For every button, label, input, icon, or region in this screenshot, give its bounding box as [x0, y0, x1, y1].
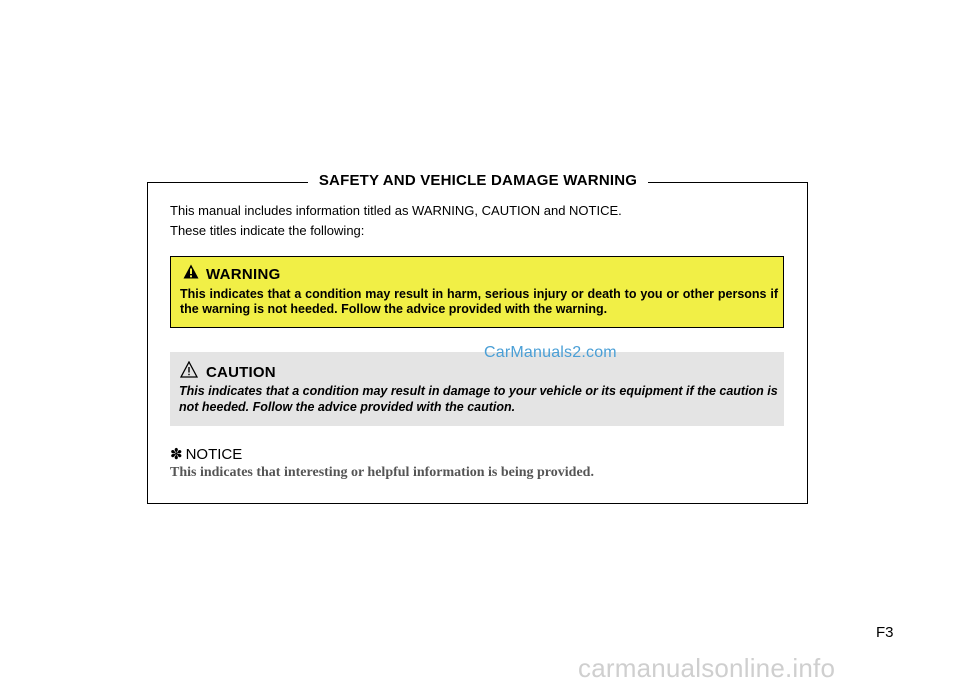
caution-box — [170, 352, 784, 426]
watermark: CarManuals2.com — [484, 344, 617, 361]
warning-box — [170, 256, 784, 328]
footer-site: carmanualsonline.info — [578, 653, 836, 683]
warning-text: This indicates that a condition may result in harm, serious injury or death to you or other persons if the warning is not heeded. Follow the advice provided with the warning. — [180, 287, 778, 316]
intro-line-2: These titles indicate the following: — [170, 223, 365, 238]
asterisk-icon: ✽ — [170, 446, 183, 463]
warning-title: WARNING — [206, 265, 281, 283]
notice-text: This indicates that interesting or helpful information is being provided. — [170, 465, 594, 480]
caution-triangle-icon — [180, 361, 198, 383]
warning-header — [183, 265, 281, 283]
caution-title: CAUTION — [206, 363, 276, 381]
page-number: F3 — [876, 624, 894, 641]
notice-title: NOTICE — [185, 445, 243, 463]
section-title: SAFETY AND VEHICLE DAMAGE WARNING — [308, 170, 648, 192]
caution-text: This indicates that a condition may result in damage to your vehicle or its equipment if the caution is not heeded. Follow the advice provided with the caution. — [179, 384, 778, 414]
notice-header — [170, 445, 242, 463]
warning-triangle-icon — [183, 264, 199, 284]
intro-line-1: This manual includes information titled as WARNING, CAUTION and NOTICE. — [170, 203, 622, 218]
caution-header — [180, 361, 276, 383]
